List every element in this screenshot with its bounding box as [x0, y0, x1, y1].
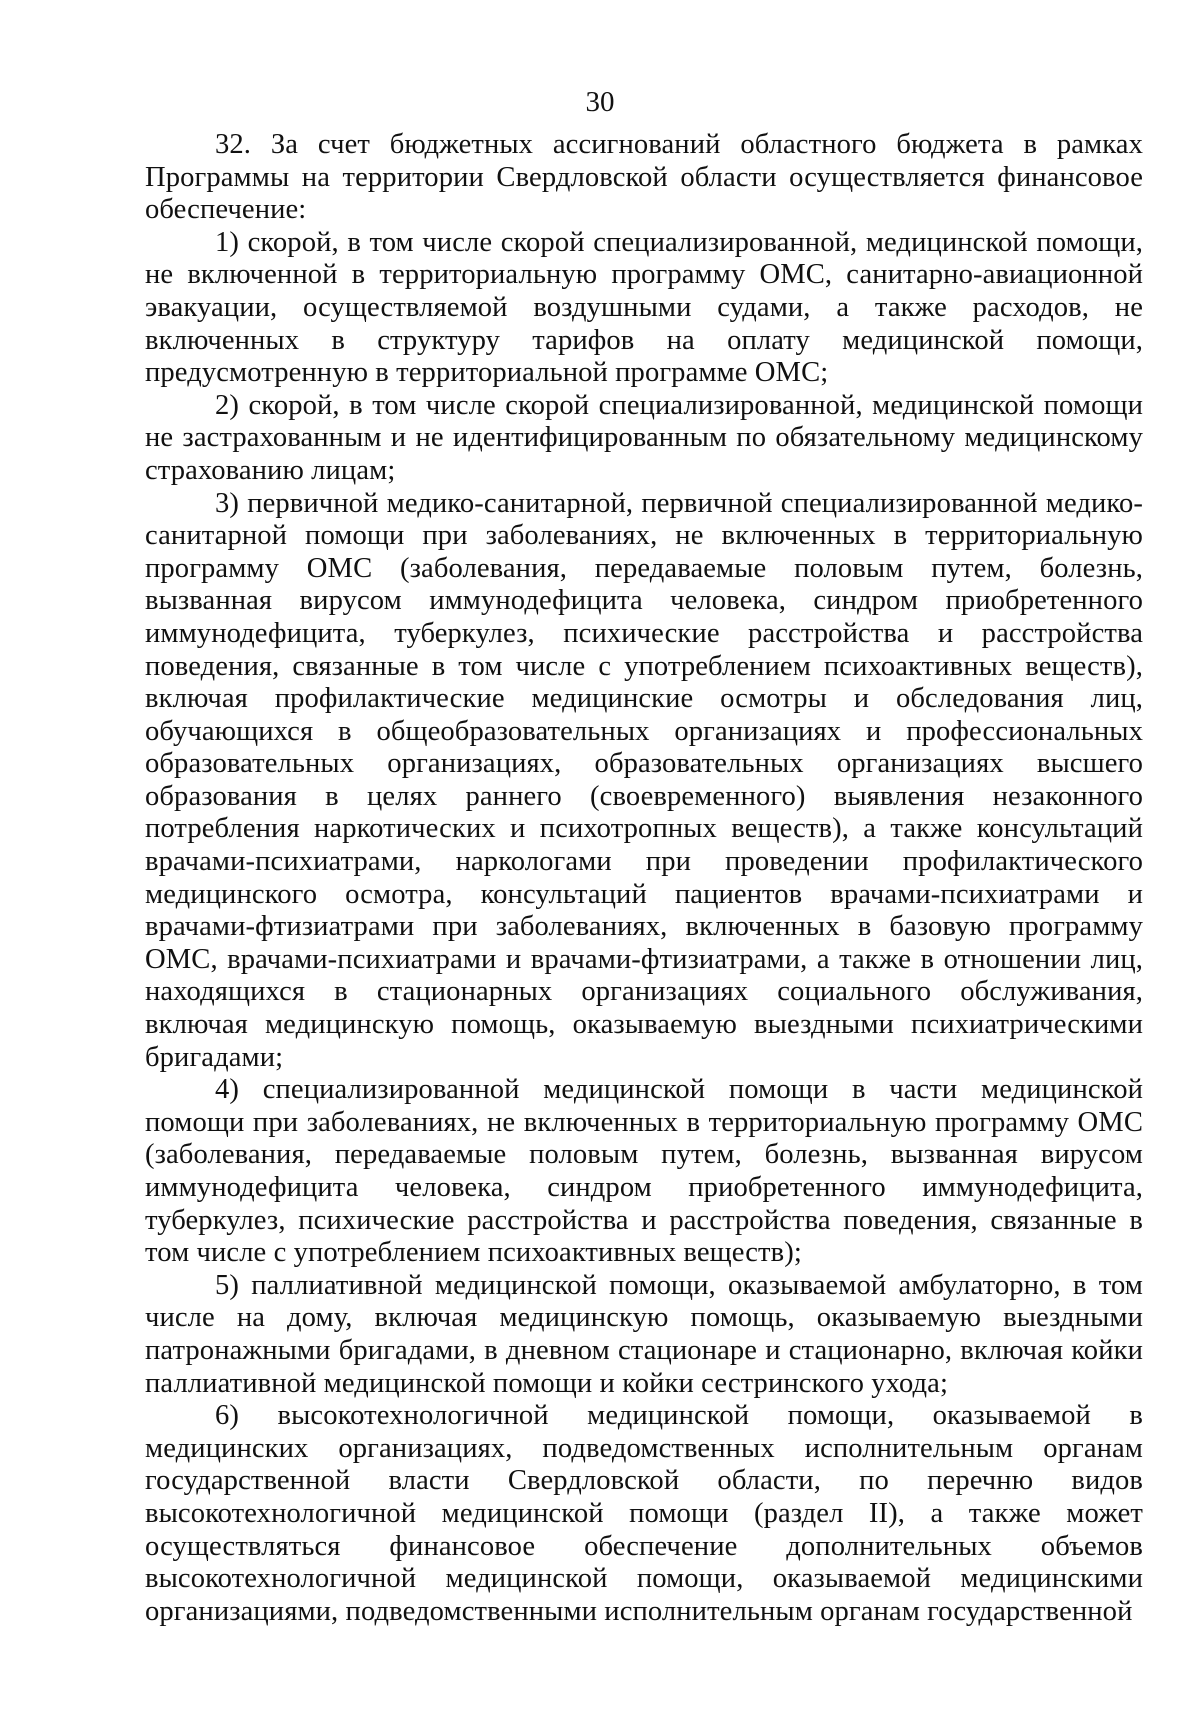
list-item-6: 6) высокотехнологичной медицинской помощи, оказываемой в медицинских организациях, подведомственных исполнительным органам государственной власти Свердловской области, по перечню видов высокотехнологичной медицинской помощи (раздел II), а также может осуществляться финансовое обеспечение дополнительных объемов высокотехнологичной медицинской помощи, оказываемой медицинскими организациями, подведомственными исполнительным органам государственной — [145, 1400, 1143, 1627]
list-item-5: 5) паллиативной медицинской помощи, оказываемой амбулаторно, в том числе на дому, включая медицинскую помощь, оказываемую выездными патронажными бригадами, в дневном стационаре и стационарно, включая койки паллиативной медицинской помощи и койки сестринского ухода; — [145, 1269, 1143, 1399]
document-body — [145, 129, 1143, 1628]
list-item-3: 3) первичной медико-санитарной, первичной специализированной медико-санитарной помощи при заболеваниях, не включенных в территориальную программу ОМС (заболевания, передаваемые половым путем, болезнь, вызванная вирусом иммунодефицита человека, синдром приобретенного иммунодефицита, туберкулез, психические расстройства и расстройства поведения, связанные в том числе с употреблением психоактивных веществ), включая профилактические медицинские осмотры и обследования лиц, обучающихся в общеобразовательных организациях и профессиональных образовательных организациях, образовательных организациях высшего образования в целях раннего (своевременного) выявления незаконного потребления наркотических и психотропных веществ), а также консультаций врачами-психиатрами, наркологами при проведении профилактического медицинского осмотра, консультаций пациентов врачами-психиатрами и врачами-фтизиатрами при заболеваниях, включенных в базовую программу ОМС, врачами-психиатрами и врачами-фтизиатрами, а также в отношении лиц, находящихся в стационарных организациях социального обслуживания, включая медицинскую помощь, оказываемую выездными психиатрическими бригадами; — [145, 487, 1143, 1073]
list-item-1: 1) скорой, в том числе скорой специализированной, медицинской помощи, не включенной в территориальную программу ОМС, санитарно-авиационной эвакуации, осуществляемой воздушными судами, а также расходов, не включенных в структуру тарифов на оплату медицинской помощи, предусмотренную в территориальной программе ОМС; — [145, 226, 1143, 389]
paragraph-32-intro: 32. За счет бюджетных ассигнований областного бюджета в рамках Программы на территории Свердловской области осуществляется финансовое обеспечение: — [145, 129, 1143, 226]
page-number: 30 — [585, 86, 615, 118]
list-item-2: 2) скорой, в том числе скорой специализированной, медицинской помощи не застрахованным и не идентифицированным по обязательному медицинскому страхованию лицам; — [145, 389, 1143, 486]
list-item-4: 4) специализированной медицинской помощи в части медицинской помощи при заболеваниях, не включенных в территориальную программу ОМС (заболевания, передаваемые половым путем, болезнь, вызванная вирусом иммунодефицита человека, синдром приобретенного иммунодефицита, туберкулез, психические расстройства и расстройства поведения, связанные в том числе с употреблением психоактивных веществ); — [145, 1074, 1143, 1269]
